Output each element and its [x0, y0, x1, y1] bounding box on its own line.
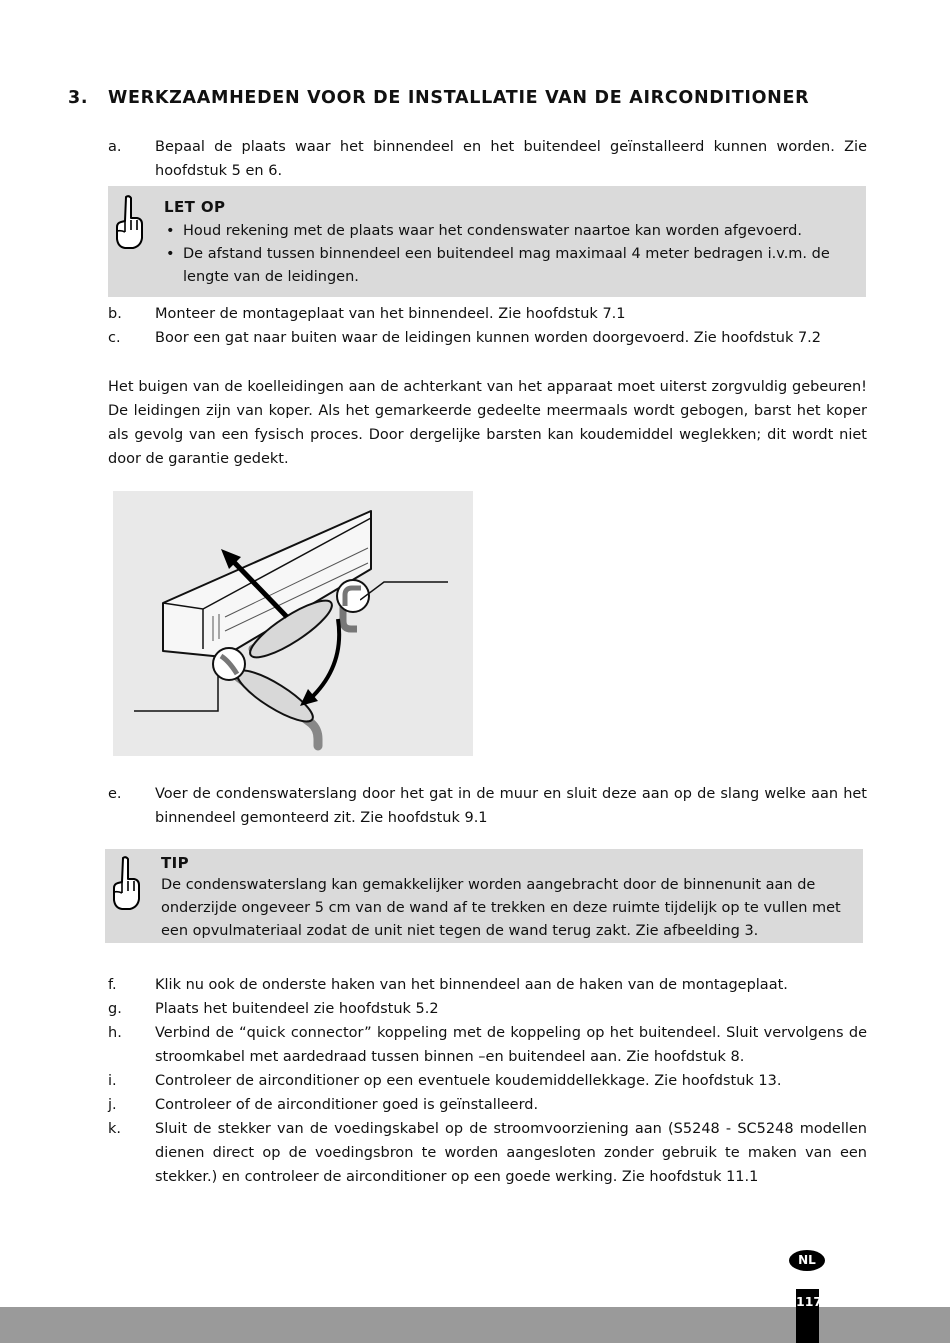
list-item-c [108, 326, 867, 350]
list-item-text: Boor een gat naar buiten waar de leidingen kunnen worden doorgevoerd. Zie hoofdstuk 7.2 [155, 330, 822, 346]
list-item-label: h. [108, 1025, 122, 1041]
list-item-text: Verbind de “quick connector” koppeling met de koppeling op het buitendeel. Sluit vervolgens de stroomkabel met aardedraad tussen binnen –en buitendeel aan. Zie hoofdstuk 8. [155, 1025, 867, 1065]
note-list [164, 220, 864, 289]
list-item-label: a. [108, 139, 122, 155]
language-badge: NL [789, 1250, 825, 1271]
list-item-i [108, 1069, 867, 1093]
list-item-label: j. [108, 1097, 117, 1113]
note-list-item: • Houd rekening met de plaats waar het condenswater naartoe kan worden afgevoerd. [166, 223, 802, 239]
page-number: 117 [796, 1289, 819, 1343]
figure-leader-line-right [360, 578, 452, 608]
list-item-text: Bepaal de plaats waar het binnendeel en het buitendeel geïnstalleerd kunnen worden. Zie hoofdstuk 5 en 6. [155, 139, 867, 179]
airconditioner-pipe-bending-illustration [113, 491, 473, 756]
figure-leader-line-left [132, 675, 224, 715]
list-item-k [108, 1117, 867, 1189]
list-item-label: g. [108, 1001, 122, 1017]
warning-paragraph: Het buigen van de koelleidingen aan de achterkant van het apparaat moet uiterst zorgvuldig gebeuren! De leidingen zijn van koper. Als het gemarkeerde gedeelte meermaals wordt gebogen, barst het koper als gevolg van een fysisch proces. Door dergelijke barsten kan koudemiddel weglekken; dit wordt niet door de garantie gedekt. [108, 379, 867, 467]
list-item-text: Klik nu ook de onderste haken van het binnendeel aan de haken van de montageplaat. [155, 977, 788, 993]
list-item-text: Controleer of de airconditioner goed is geïnstalleerd. [155, 1097, 539, 1113]
pointing-hand-icon [110, 855, 144, 913]
list-item-text: Controleer de airconditioner op een eventuele koudemiddellekkage. Zie hoofdstuk 13. [155, 1073, 782, 1089]
list-item-f [108, 973, 867, 997]
section-number: 3. [68, 88, 89, 108]
list-item-text: Plaats het buitendeel zie hoofdstuk 5.2 [155, 1001, 439, 1017]
list-item-text: Sluit de stekker van de voedingskabel op de stroomvoorziening aan (S5248 - SC5248 modellen dienen direct op de voedingsbron te worden aangesloten zonder gebruik te maken van een stekker.) en controleer de airconditioner op een goede werking. Zie hoofdstuk 11.1 [155, 1121, 867, 1185]
note-body: De condenswaterslang kan gemakkelijker worden aangebracht door de binnenunit aan de onderzijde ongeveer 5 cm van de wand af te trekken en deze ruimte tijdelijk op te vullen met een opvulmateriaal zodat de unit niet tegen de wand terug zakt. Zie afbeelding 3. [161, 877, 841, 939]
pointing-hand-icon [113, 194, 147, 252]
list-item-e [108, 782, 867, 830]
note-let-op [108, 186, 866, 297]
section-title: WERKZAAMHEDEN VOOR DE INSTALLATIE VAN DE AIRCONDITIONER [108, 88, 810, 108]
list-item-label: f. [108, 977, 117, 993]
list-item-h [108, 1021, 867, 1069]
list-item-g [108, 997, 867, 1021]
list-item-label: b. [108, 306, 122, 322]
list-item-label: c. [108, 330, 121, 346]
note-tip [105, 849, 863, 943]
note-list-item: • De afstand tussen binnendeel een buitendeel mag maximaal 4 meter bedragen i.v.m. de lengte van de leidingen. [166, 246, 830, 285]
list-item-label: e. [108, 786, 122, 802]
note-title: LET OP [164, 198, 226, 216]
list-item-a [108, 135, 867, 183]
list-item-text: Voer de condenswaterslang door het gat in de muur en sluit deze aan op de slang welke aan het binnendeel gemonteerd zit. Zie hoofdstuk 9.1 [155, 786, 867, 826]
list-item-text: Monteer de montageplaat van het binnendeel. Zie hoofdstuk 7.1 [155, 306, 626, 322]
list-item-label: i. [108, 1073, 117, 1089]
list-item-j [108, 1093, 867, 1117]
pipe-bending-figure [113, 491, 473, 756]
section-heading [68, 88, 809, 108]
list-item-label: k. [108, 1121, 122, 1137]
note-title: TIP [161, 854, 190, 872]
list-item-b [108, 302, 867, 326]
